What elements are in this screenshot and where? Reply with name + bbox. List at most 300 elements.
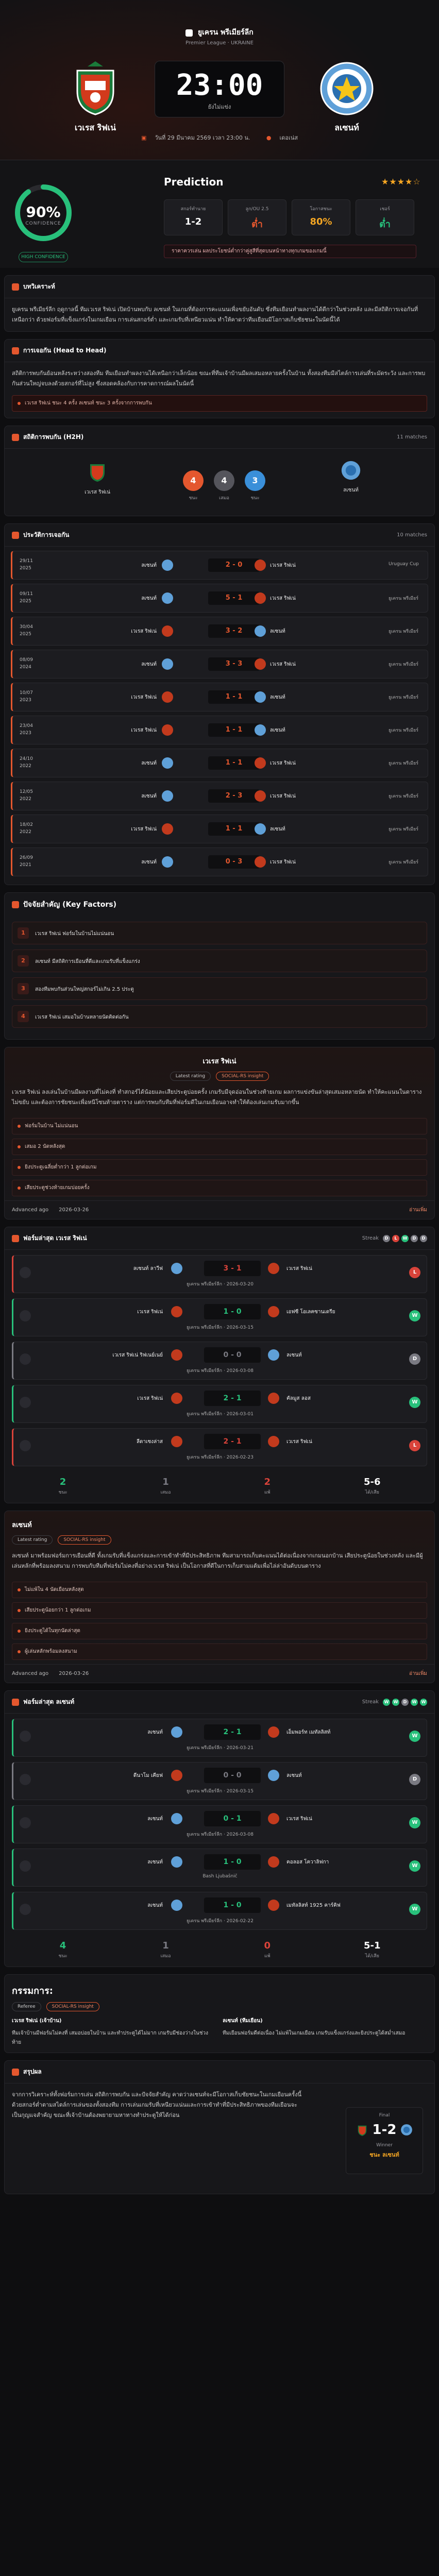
match-score: 1 - 1 <box>208 723 260 737</box>
h2h-match-row[interactable] <box>11 815 428 843</box>
away-team-logo-icon <box>255 658 266 670</box>
match-score: 3 - 3 <box>208 657 260 671</box>
form-total <box>58 1477 67 1496</box>
match-competition: ยูเครน พรีเมียร์ <box>389 629 419 634</box>
h2h-text-card <box>4 339 435 418</box>
form-total-label: เสมอ <box>160 1954 171 1959</box>
h2h-note: เวเรส ริฟเน่ ชนะ 4 ครั้ง ลเซนท์ ชนะ 3 ครั้งจากการพบกัน <box>12 395 427 412</box>
match-date: 30/04 2025 <box>20 624 33 637</box>
footer-author: Advanced ago <box>12 1671 49 1676</box>
match-score: 0 - 3 <box>208 855 260 869</box>
form-score: 0 - 0 <box>204 1347 261 1363</box>
form-total-value: 4 <box>59 1940 66 1951</box>
analysis-bullet: ยิงประตูได้ในทุกนัดล่าสุด <box>12 1623 427 1639</box>
away-team-logo-icon <box>255 823 266 835</box>
form-result-badge: W <box>409 1310 420 1321</box>
form-home-team: ลเซนท์ <box>147 1903 163 1908</box>
insight-tag: SOCIAL-RS insight <box>46 2002 99 2011</box>
form-result-badge: L <box>409 1440 420 1451</box>
key-icon <box>12 901 19 908</box>
away-mini-crest-icon <box>400 2124 413 2136</box>
form-total-label: แพ้ <box>264 1490 271 1495</box>
away-bullet-list <box>5 1582 434 1660</box>
form-away-team: เอฟซี โอเลคซานเดรีย <box>286 1309 335 1315</box>
away-team-logo-icon <box>255 592 266 604</box>
streak-label: Streak <box>362 1235 379 1241</box>
form-total-label: แพ้ <box>264 1954 271 1959</box>
league-subtitle: Premier League · UKRAINE <box>185 40 254 46</box>
section-title: ปัจจัยสำคัญ (Key Factors) <box>23 901 117 909</box>
form-dot: D <box>420 1235 427 1242</box>
away-team-name[interactable]: ลเซนท์ <box>334 123 359 132</box>
prediction-stat-box <box>228 199 286 235</box>
away-analysis-name: ลเซนท์ <box>12 1521 32 1529</box>
form-total-label: ชนะ <box>58 1490 67 1495</box>
form-match-row[interactable] <box>12 1255 427 1293</box>
form-match-row[interactable] <box>12 1428 427 1466</box>
form-match-row[interactable] <box>12 1298 427 1336</box>
league-logo-icon <box>185 29 193 37</box>
team-avatar-icon <box>20 1731 31 1742</box>
draws-label: เสมอ <box>219 496 229 501</box>
form-home-team: ลเซนท์ ลาวีฟ <box>133 1266 163 1272</box>
form-home-team: ลเซนท์ <box>147 1730 163 1735</box>
match-meta <box>0 133 439 142</box>
history-icon <box>12 532 19 539</box>
kickoff-time: 23:00 <box>176 69 263 102</box>
away-wins: 3 <box>245 470 265 491</box>
home-form-card <box>4 1227 435 1503</box>
rating-tag: Latest rating <box>170 1072 211 1081</box>
summary-card <box>4 1974 435 2053</box>
form-score: 3 - 1 <box>204 1261 261 1276</box>
match-home-team: ลเซนท์ <box>141 662 157 667</box>
match-date: 18/02 2022 <box>20 822 33 835</box>
home-team-logo-icon <box>171 1770 182 1781</box>
home-analysis-body: เวเรส ริฟเน่ ลงเล่นในบ้านมีผลงานที่ไม่คงที่ ทำสกอร์ได้น้อยและเสียประตูบ่อยครั้ง เกมรับมีจุดอ่อนในช่วงท้ายเกม ผลการแข่งขันล่าสุดเสมอหลายนัด ทำให้คะแนนในตารางไม่ขยับ และต้องการชัยชนะเพื่อหนีโซนท้ายตาราง แต่การพบกับทีมที่ฟอร์มดีในเกมเยือนอาจทำให้ต้องเล่นเกมรับมากขึ้น <box>12 1089 422 1106</box>
match-home-team: เวเรส ริฟเน่ <box>131 694 157 700</box>
home-team-logo-icon <box>162 691 173 703</box>
key-factor-number: 3 <box>18 983 29 994</box>
final-score-box <box>346 2107 423 2174</box>
h2h-match-list <box>5 551 434 876</box>
section-header <box>5 893 434 917</box>
form-total-value: 2 <box>59 1477 66 1487</box>
section-title: บทวิเคราะห์ <box>23 283 55 290</box>
h2h-match-row[interactable] <box>11 617 428 646</box>
stat-label: ลูก/OU 2.5 <box>245 207 269 212</box>
match-date: 10/07 2023 <box>20 690 33 703</box>
form-result-badge: D <box>409 1774 420 1785</box>
match-score: 1 - 1 <box>208 690 260 704</box>
form-total <box>161 1940 171 1959</box>
match-score: 1 - 1 <box>208 822 260 836</box>
away-team-logo-icon <box>268 1436 279 1447</box>
form-total-label: ชนะ <box>58 1954 67 1959</box>
form-dot: L <box>392 1235 399 1242</box>
footer-date: 2026-03-26 <box>59 1671 89 1676</box>
confidence-value: 90% <box>26 204 61 221</box>
away-team-logo-icon <box>268 1813 279 1824</box>
footer-date: 2026-03-26 <box>59 1207 89 1213</box>
match-away-team: เวเรส ริฟเน่ <box>270 859 296 865</box>
match-date: 09/11 2025 <box>20 591 33 604</box>
match-date: 08/09 2024 <box>20 657 33 670</box>
form-home-team: เวเรส ริฟเน่ <box>137 1396 163 1401</box>
verdict-icon <box>12 2069 19 2076</box>
rating-stars: ★★★★☆ <box>381 177 421 187</box>
section-header <box>5 1227 434 1250</box>
team-avatar-icon <box>20 1310 31 1321</box>
match-score: 1 - 1 <box>208 756 260 770</box>
summary-title: กรรมการ: <box>12 1986 53 1996</box>
form-score: 1 - 0 <box>204 1304 261 1319</box>
read-more-link[interactable]: อ่านเพิ่ม <box>409 1207 427 1213</box>
form-result-badge: W <box>409 1817 420 1828</box>
analysis-body: ยูเครน พรีเมียร์ลีก ฤดูกาลนี้ ทีมเวเรส ริฟเน่ เปิดบ้านพบกับ ลเซนท์ ในเกมที่ต้องการคะแนนเพื่อขยับอันดับ ซึ่งทีมเยือนทำผลงานได้ดีกว่าในช่วงหลัง และมีสถิติการเจอกันที่เหนือกว่า ด้วยฟอร์มที่แข็งแกร่งในเกมเยือน การเล่นสกอร์ต่ำ และเกมรับที่เหนียวแน่น ทำให้คาดว่าทีมเยือนมีโอกาสเก็บชัยชนะในนัดนี้ได้ <box>12 306 418 323</box>
h2h-match-row[interactable] <box>11 848 428 876</box>
match-away-team: ลเซนท์ <box>270 694 285 700</box>
stat-label: โอกาสชนะ <box>310 207 332 212</box>
match-home-team: ลเซนท์ <box>141 793 157 799</box>
home-team-logo-icon <box>171 1436 182 1447</box>
form-result-badge: W <box>409 1397 420 1408</box>
match-competition: ยูเครน พรีเมียร์ <box>389 794 419 799</box>
away-analysis-body: ลเซนท์ มาพร้อมฟอร์มการเยือนที่ดี ทั้งเกมรับที่แข็งแกร่งและการเข้าทำที่มีประสิทธิภาพ ทีมสามารถเก็บคะแนนได้ต่อเนื่องจากเกมนอกบ้าน เสียประตูน้อยในช่วงหลัง และมีผู้เล่นหลักที่พร้อมลงสนาม การพบกับทีมที่ฟอร์มไม่คงที่อย่างเวเรส ริฟเน่ เป็นโอกาสที่ดีในการเก็บสามแต้มเพื่อไล่ล่าอันดับบนตาราง <box>12 1552 423 1569</box>
form-away-team: เวเรส ริฟเน่ <box>286 1266 312 1272</box>
form-total-label: ได้/เสีย <box>365 1490 379 1495</box>
section-header <box>5 340 434 362</box>
section-title: สถิติการพบกัน (H2H) <box>23 433 84 440</box>
kickoff-box <box>155 61 284 117</box>
form-home-team: เวเรส ริฟเน่ ริฟเนย์เนย์ <box>112 1352 163 1358</box>
prediction-panel <box>0 160 439 268</box>
home-team-crest[interactable] <box>67 58 124 120</box>
team-avatar-icon <box>20 1817 31 1828</box>
form-away-team: ลเซนท์ <box>286 1773 302 1778</box>
away-team-logo-icon <box>255 856 266 868</box>
team-avatar-icon <box>20 1860 31 1872</box>
match-home-team: ลเซนท์ <box>141 563 157 568</box>
form-match-row[interactable] <box>12 1762 427 1800</box>
form-dot: W <box>420 1699 427 1706</box>
form-match-meta: ยูเครน พรีเมียร์ลีก · 2026-03-08 <box>187 1368 254 1374</box>
away-team-logo-icon <box>268 1393 279 1404</box>
key-factor-number: 4 <box>18 1011 29 1022</box>
form-score: 2 - 1 <box>204 1391 261 1406</box>
confidence-label: CONFIDENCE <box>25 221 61 226</box>
away-team-logo-icon <box>268 1770 279 1781</box>
team-avatar-icon <box>20 1397 31 1408</box>
section-header <box>5 1691 434 1714</box>
team-avatar-icon <box>20 1904 31 1915</box>
final-score: 1-2 <box>372 2122 397 2138</box>
form-match-row[interactable] <box>12 1385 427 1423</box>
h2h-match-row[interactable] <box>11 782 428 810</box>
match-status: ยังไม่แข่ง <box>208 104 231 110</box>
key-factor-number: 2 <box>18 955 29 967</box>
match-away-team: ลเซนท์ <box>270 727 285 733</box>
prediction-tip: ราคาควรเล่น ผลประโยชน์ต่ำกว่าคู่สูสีที่สุดบนหน้าทางทุกเกมของเกมนี้ <box>164 245 416 258</box>
home-wins: 4 <box>183 470 204 491</box>
versus-icon <box>12 347 19 354</box>
analysis-bullet: ไม่แพ้ใน 4 นัดเยือนหลังสุด <box>12 1582 427 1598</box>
home-team-logo-icon <box>171 1349 182 1361</box>
form-match-meta: Bash Ljubašnič <box>202 1874 238 1879</box>
home-team-logo-icon <box>171 1393 182 1404</box>
form-home-team: ดีนาโม เคียฟ <box>133 1773 163 1778</box>
prediction-stat-box <box>356 199 414 235</box>
away-mini-crest-icon <box>341 460 361 481</box>
key-factor-list <box>5 922 434 1028</box>
stat-label: สกอร์ทำนาย <box>180 207 206 212</box>
h2h-match-row[interactable] <box>11 749 428 777</box>
form-home-team: เวเรส ริฟเน่ <box>137 1309 163 1315</box>
away-team-logo-icon <box>268 1900 279 1911</box>
match-away-team: ลเซนท์ <box>270 629 285 634</box>
analysis-bullet: ผู้เล่นหลักพร้อมลงสนาม <box>12 1643 427 1660</box>
team-avatar-icon <box>20 1774 31 1785</box>
match-home-team: ลเซนท์ <box>141 859 157 865</box>
away-team-logo-icon <box>268 1263 279 1274</box>
away-wins-label: ชนะ <box>250 496 260 501</box>
summary-home-col <box>12 2016 216 2047</box>
stat-value: ต่ำ <box>251 219 263 230</box>
final-label: Final <box>379 2113 390 2118</box>
analysis-icon <box>12 283 19 291</box>
h2h-match-row[interactable] <box>11 650 428 679</box>
analysis-bullet: เสียประตูน้อยกว่า 1 ลูกต่อเกม <box>12 1602 427 1619</box>
away-analysis-card <box>4 1511 435 1683</box>
form-dot: W <box>411 1699 418 1706</box>
away-form-card <box>4 1690 435 1967</box>
section-header <box>5 2061 434 2083</box>
draws: 4 <box>214 470 234 491</box>
form-total <box>364 1940 381 1959</box>
home-analysis-footer <box>5 1200 434 1219</box>
form-dot: D <box>383 1235 390 1242</box>
form-away-team: คอลอส โควาลิฟกา <box>286 1859 329 1865</box>
home-team-logo-icon <box>162 790 173 802</box>
home-team-logo-icon <box>162 625 173 637</box>
key-factor-item <box>12 950 427 972</box>
form-total-value: 5-6 <box>363 1477 381 1487</box>
stats-icon <box>12 434 19 441</box>
home-team-logo-icon <box>162 658 173 670</box>
match-date: 24/10 2022 <box>20 756 33 769</box>
form-away-team: เอ็มพอร์ท เมทัลลิสท์ <box>286 1730 331 1735</box>
away-team-logo-icon <box>268 1306 279 1317</box>
form-result-badge: W <box>409 1904 420 1915</box>
analysis-bullet: เสมอ 2 นัดหลังสุด <box>12 1139 427 1155</box>
home-team-logo-icon <box>171 1726 182 1738</box>
league-name: ยูเครน พรีเมียร์ลีก <box>197 28 254 37</box>
form-dot: W <box>392 1699 399 1706</box>
summary-tags <box>5 2002 434 2011</box>
form-total <box>264 1477 271 1496</box>
form-total-value: 1 <box>162 1940 169 1951</box>
form-match-row[interactable] <box>12 1849 427 1887</box>
section-header <box>5 276 434 298</box>
key-factor-text: ลเซนท์ มีสถิติการเยือนที่ดีและเกมรับที่แข็งแกร่ง <box>35 959 140 964</box>
prediction-stat-box <box>292 199 350 235</box>
h2h-summary <box>5 449 434 516</box>
form-score: 2 - 1 <box>204 1434 261 1449</box>
home-bullet-list <box>5 1118 434 1196</box>
home-team-logo-icon <box>162 823 173 835</box>
read-more-link[interactable]: อ่านเพิ่ม <box>409 1671 427 1676</box>
match-competition: ยูเครน พรีเมียร์ <box>389 596 419 601</box>
key-factor-item <box>12 977 427 1000</box>
match-date: 26/09 2021 <box>20 855 33 868</box>
league-header <box>0 27 439 46</box>
section-title: ประวัติการเจอกัน <box>23 531 70 538</box>
away-team-crest[interactable] <box>318 58 375 120</box>
match-venue: เดอเน่ส <box>279 134 298 141</box>
stat-label: เชอร์ <box>380 207 390 212</box>
h2h-match-row[interactable] <box>11 716 428 744</box>
streak-label: Streak <box>362 1699 379 1705</box>
form-away-team: เวเรส ริฟเน่ <box>286 1816 312 1822</box>
team-avatar-icon <box>20 1440 31 1451</box>
home-mini-crest-icon <box>87 460 108 483</box>
final-sub: Winner <box>376 2143 393 2148</box>
section-title: การเจอกัน (Head to Head) <box>23 347 107 354</box>
h2h-home-name: เวเรส ริฟเน่ <box>85 489 110 495</box>
match-score: 3 - 2 <box>208 624 260 638</box>
h2h-match-row[interactable] <box>11 683 428 711</box>
match-competition: ยูเครน พรีเมียร์ <box>389 860 419 865</box>
referee-tag: Referee <box>12 2002 41 2011</box>
match-away-team: เวเรส ริฟเน่ <box>270 662 296 667</box>
form-result-badge: D <box>409 1353 420 1365</box>
form-home-team: ลเซนท์ <box>147 1859 163 1865</box>
prediction-title: Prediction <box>164 176 224 188</box>
form-match-row[interactable] <box>12 1805 427 1843</box>
home-team-logo-icon <box>171 1263 182 1274</box>
form-score: 0 - 1 <box>204 1811 261 1826</box>
form-dot: D <box>411 1235 418 1242</box>
h2h-summary-card <box>4 426 435 516</box>
calendar-icon: ▣ <box>141 134 147 141</box>
form-match-row[interactable] <box>12 1892 427 1930</box>
h2h-away-name: ลเซนท์ <box>343 487 359 493</box>
match-score: 5 - 1 <box>208 591 260 605</box>
h2h-matches-card <box>4 523 435 885</box>
key-factor-text: สองทีมพบกันส่วนใหญ่สกอร์ไม่เกิน 2.5 ประตู <box>35 987 134 992</box>
form-score: 2 - 1 <box>204 1724 261 1740</box>
rating-tag: Latest rating <box>12 1535 53 1545</box>
home-mini-crest-icon <box>356 2123 368 2137</box>
home-team-logo-icon <box>162 757 173 769</box>
summary-columns <box>5 2011 434 2053</box>
away-team-logo-icon <box>255 724 266 736</box>
form-score: 1 - 0 <box>204 1897 261 1913</box>
match-date: 12/05 2022 <box>20 789 33 802</box>
form-total-value: 2 <box>264 1477 271 1487</box>
form-dot: W <box>383 1699 390 1706</box>
h2h-match-row[interactable] <box>11 551 428 580</box>
home-form-list <box>5 1255 434 1466</box>
key-factor-text: เวเรส ริฟเน่ เสมอในบ้านหลายนัดติดต่อกัน <box>35 1014 129 1020</box>
away-team-logo-icon <box>255 560 266 571</box>
away-form-dots <box>383 1699 427 1706</box>
home-analysis-card <box>4 1047 435 1219</box>
home-analysis-header <box>5 1047 434 1081</box>
away-form-list <box>5 1719 434 1930</box>
home-team-logo-icon <box>171 1856 182 1868</box>
stat-value: ต่ำ <box>379 219 391 230</box>
location-icon: ● <box>266 134 272 141</box>
match-home-team: ลเซนท์ <box>141 760 157 766</box>
home-team-logo-icon <box>162 856 173 868</box>
form-total-value: 5-1 <box>363 1940 381 1951</box>
form-total <box>161 1477 171 1496</box>
match-home-team: เวเรส ริฟเน่ <box>131 826 157 832</box>
form-home-team: ลเซนท์ <box>147 1816 163 1822</box>
h2h-home <box>56 460 139 496</box>
away-team-logo-icon <box>255 625 266 637</box>
form-total-value: 1 <box>162 1477 169 1487</box>
h2h-match-row[interactable] <box>11 584 428 613</box>
form-match-row[interactable] <box>12 1342 427 1380</box>
analysis-bullet: เสียประตูช่วงท้ายเกมบ่อยครั้ง <box>12 1180 427 1196</box>
match-home-team: ลเซนท์ <box>141 596 157 601</box>
stat-value: 1-2 <box>184 216 202 227</box>
form-match-meta: ยูเครน พรีเมียร์ลีก · 2026-03-21 <box>187 1745 254 1751</box>
form-match-row[interactable] <box>12 1719 427 1757</box>
key-factor-text: เวเรส ริฟเน่ ฟอร์มในบ้านไม่แน่นอน <box>35 931 114 937</box>
form-match-meta: ยูเครน พรีเมียร์ลีก · 2026-03-08 <box>187 1832 254 1837</box>
team-avatar-icon <box>20 1267 31 1278</box>
away-analysis-header <box>5 1511 434 1545</box>
footer-author: Advanced ago <box>12 1207 49 1213</box>
match-competition: ยูเครน พรีเมียร์ <box>389 695 419 700</box>
form-match-meta: ยูเครน พรีเมียร์ลีก · 2026-03-20 <box>187 1282 254 1287</box>
match-count: 10 matches <box>397 532 427 538</box>
away-team-logo-icon <box>255 757 266 769</box>
match-competition: ยูเครน พรีเมียร์ <box>389 662 419 667</box>
match-count: 11 matches <box>397 434 427 440</box>
h2h-away <box>310 460 392 494</box>
summary-home-body: ทีมเจ้าบ้านมีฟอร์มไม่คงที่ เสมอบ่อยในบ้าน และทำประตูได้ไม่มาก เกมรับมีช่องว่างในช่วงท้าย <box>12 2030 208 2045</box>
form-away-team: คัลมูส ลอส <box>286 1396 311 1401</box>
match-date: 29/11 2025 <box>20 558 33 571</box>
home-team-logo-icon <box>171 1306 182 1317</box>
away-form-totals <box>5 1935 434 1967</box>
form-total <box>364 1477 381 1496</box>
form-match-meta: ยูเครน พรีเมียร์ลีก · 2026-03-01 <box>187 1412 254 1417</box>
match-hero <box>0 0 439 268</box>
summary-away-body: ทีมเยือนฟอร์มดีต่อเนื่อง ไม่แพ้ในเกมเยือน เกมรับแข็งแกร่งและยิงประตูได้สม่ำเสมอ <box>223 2030 406 2036</box>
match-date: วันที่ 29 มีนาคม 2569 เวลา 23:00 น. <box>155 134 250 141</box>
form-total <box>58 1940 67 1959</box>
key-factor-item <box>12 1005 427 1028</box>
form-match-meta: ยูเครน พรีเมียร์ลีก · 2026-02-23 <box>187 1455 254 1460</box>
match-away-team: ลเซนท์ <box>270 826 285 832</box>
prediction-stats <box>164 199 414 235</box>
home-team-logo-icon <box>162 724 173 736</box>
analysis-bullet: ฟอร์มในบ้าน ไม่แน่นอน <box>12 1118 427 1134</box>
home-team-name[interactable]: เวเรส ริฟเน่ <box>74 123 116 132</box>
form-score: 0 - 0 <box>204 1768 261 1783</box>
form-total-label: เสมอ <box>160 1490 171 1495</box>
form-match-meta: ยูเครน พรีเมียร์ลีก · 2026-03-15 <box>187 1789 254 1794</box>
home-team-logo-icon <box>162 592 173 604</box>
form-result-badge: W <box>409 1860 420 1872</box>
section-title: สรุปผล <box>23 2068 42 2075</box>
home-form-dots <box>383 1235 427 1242</box>
